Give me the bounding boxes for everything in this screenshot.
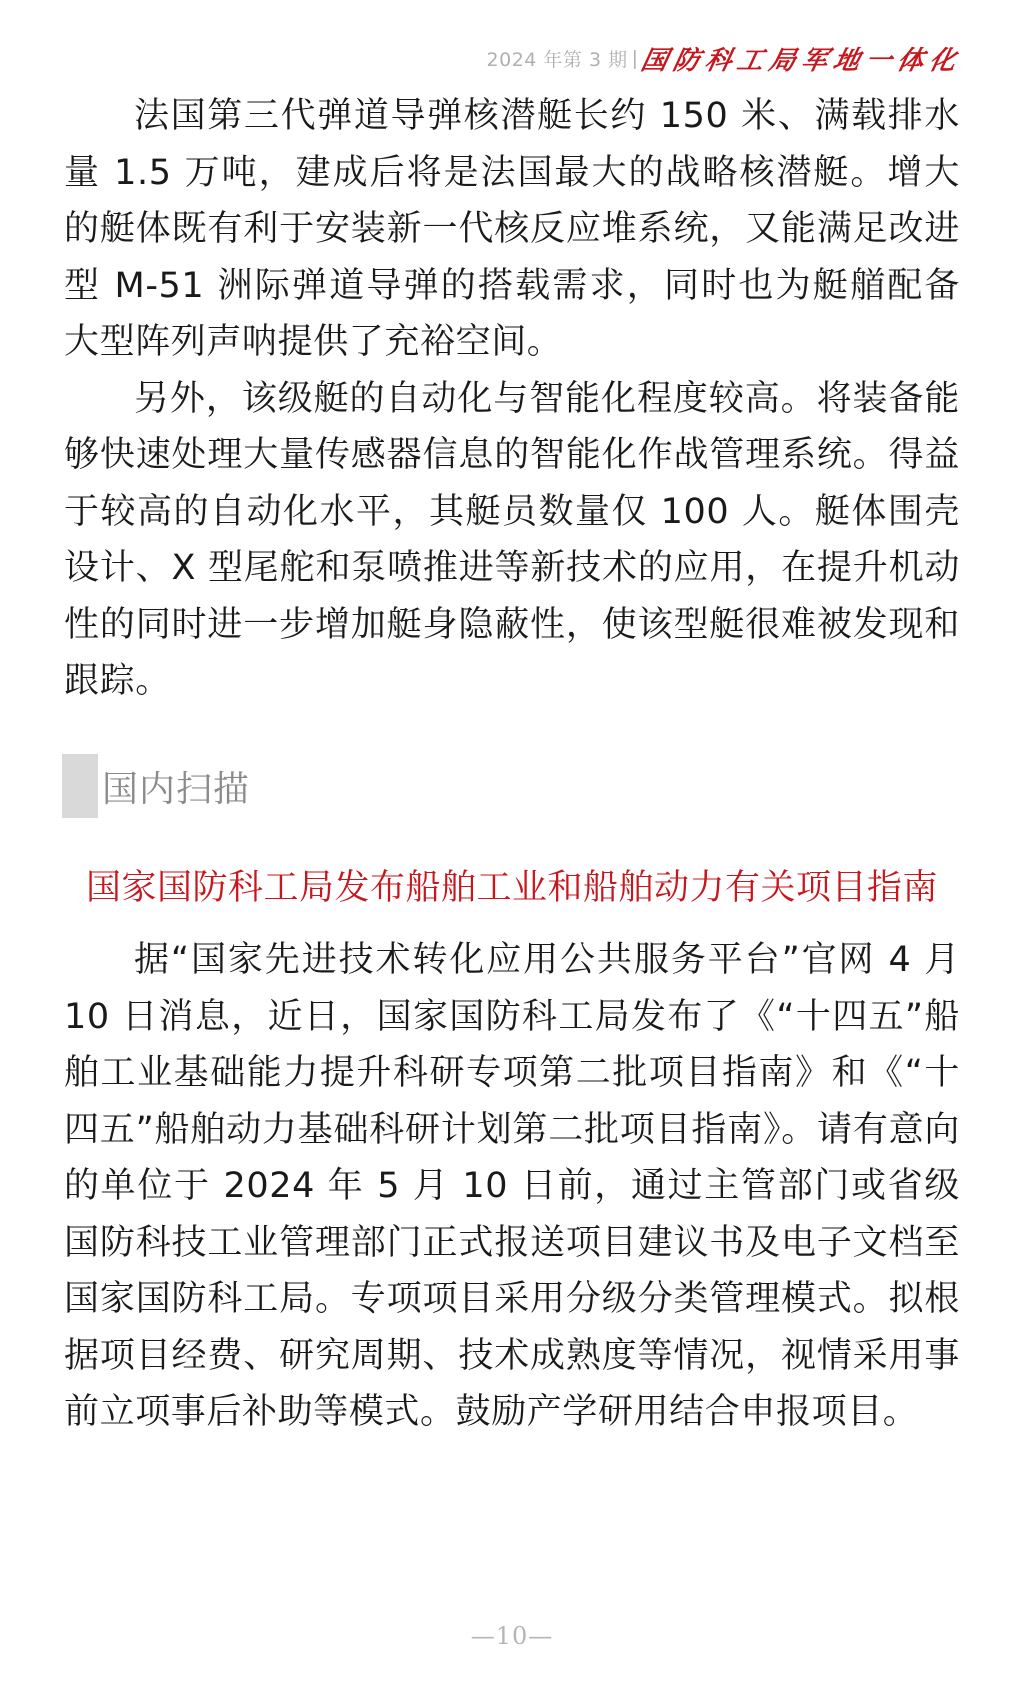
issue-label: 2024 年第 3 期 <box>486 48 628 71</box>
article-paragraph: 另外，该级艇的自动化与智能化程度较高。将装备能够快速处理大量传感器信息的智能化作战管理系统。得益于较高的自动化水平，其艇员数量仅 100 人。艇体围壳设计、X 型尾舵和泵喷推进等新技术的应用，在提升机动性的同时进一步增加艇身隐蔽性，使该型艇很难被发现和跟踪。 <box>64 378 960 701</box>
article-top <box>64 88 960 710</box>
news-paragraph: 据“国家先进技术转化应用公共服务平台”官网 4 月 10 日消息，近日，国家国防科工局发布了《“十四五”船舶工业基础能力提升科研专项第二批项目指南》和《“十四五”船舶动力基础科研计划第二批项目指南》。请有意向的单位于 2024 年 5 月 10 日前，通过主管部门或省级国防科技工业管理部门正式报送项目建议书及电子文档至国家国防科工局。专项项目采用分级分类管理模式。拟根据项目经费、研究周期、技术成熟度等情况，视情采用事前立项事后补助等模式。鼓励产学研用结合申报项目。 <box>64 940 960 1432</box>
section-tag-label: 国内扫描 <box>102 768 251 810</box>
section-tag <box>62 754 250 818</box>
article-paragraph: 法国第三代弹道导弹核潜艇长约 150 米、满载排水量 1.5 万吨，建成后将是法国最大的战略核潜艇。增大的艇体既有利于安装新一代核反应堆系统，又能满足改进型 M-51 洲际弹道导弹的搭载需求，同时也为艇艏配备大型阵列声呐提供了充裕空间。 <box>64 96 960 362</box>
section-tag-bar <box>62 754 98 818</box>
header-slogan: 国防科工局军地一体化 <box>638 45 965 76</box>
page-number: —10— <box>470 1622 554 1650</box>
news-body <box>64 932 960 1441</box>
page-header <box>486 38 965 78</box>
news-title: 国家国防科工局发布船舶工业和船舶动力有关项目指南 <box>85 868 938 908</box>
header-separator: | <box>631 47 638 69</box>
